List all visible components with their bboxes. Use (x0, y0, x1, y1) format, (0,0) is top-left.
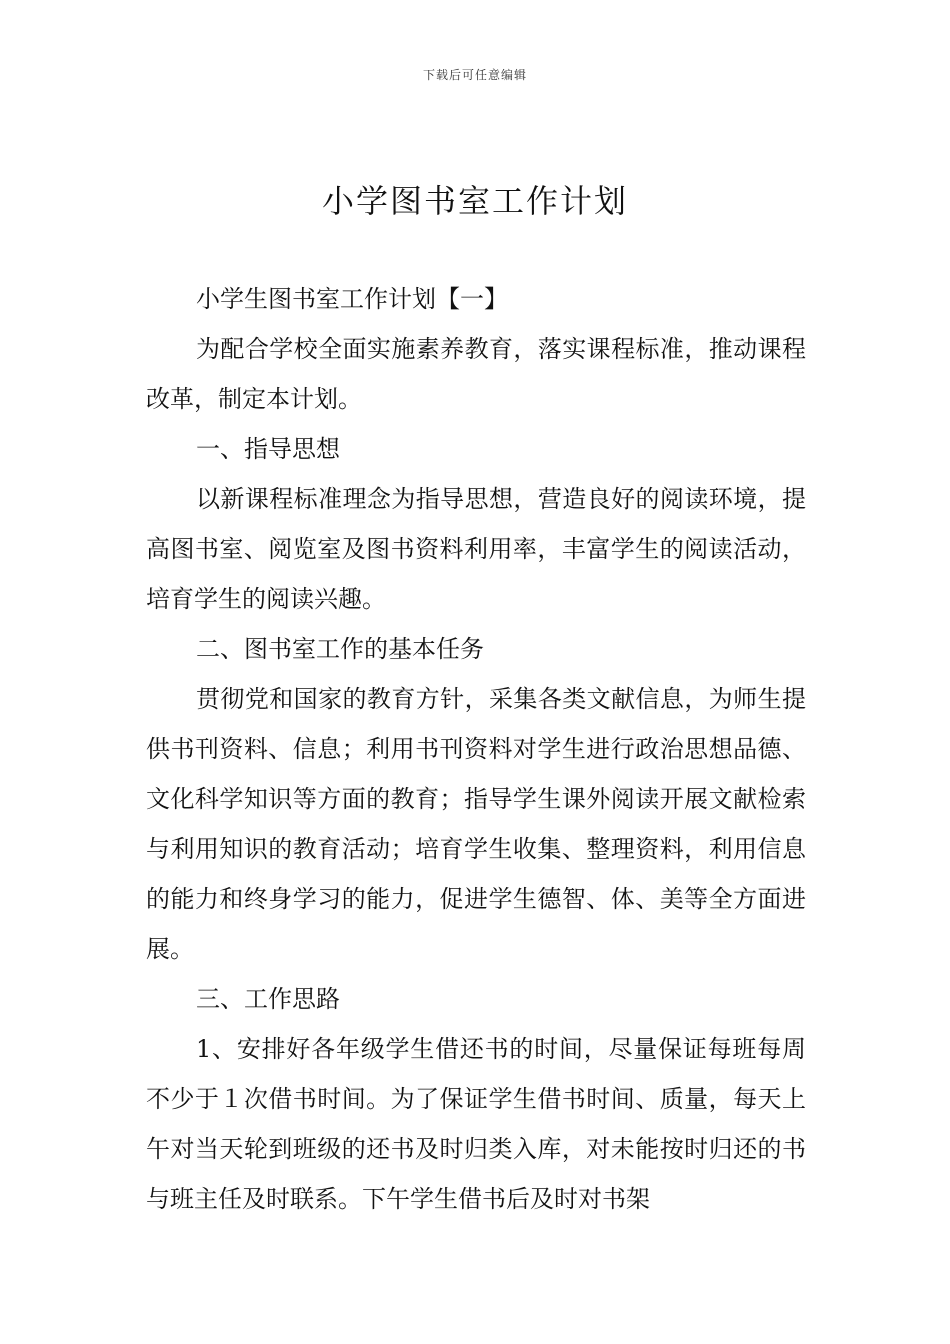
plan-subtitle: 小学生图书室工作计划【一】 (196, 285, 508, 313)
header-note: 下载后可任意编辑 (422, 68, 527, 82)
basic-tasks-paragraph: 贯彻党和国家的教育方针，采集各类文献信息，为师生提供书刊资料、信息；利用书刊资料对学生进行政治思想品德、文化科学知识等方面的教育；指导学生课外阅读开展文献检索与利用知识的教育活动；培育学生收集、整理资料，利用信息的能力和终身学习的能力，促进学生德智、体、美等全方面进展。 (146, 685, 806, 963)
work-approach-paragraph: 1、安排好各年级学生借还书的时间，尽量保证每班每周不少于１次借书时间。为了保证学生借书时间、质量，每天上午对当天轮到班级的还书及时归类入库，对未能按时归还的书与班主任及时联系。下午学生借书后及时对书架 (146, 1035, 806, 1213)
document-body (146, 274, 806, 1224)
section-heading-guiding-ideology: 一、指导思想 (196, 435, 340, 463)
guiding-ideology-paragraph: 以新课程标准理念为指导思想，营造良好的阅读环境，提高图书室、阅览室及图书资料利用率，丰富学生的阅读活动，培育学生的阅读兴趣。 (146, 485, 806, 613)
section-heading-work-approach: 三、工作思路 (196, 985, 340, 1013)
document-title: 小学图书室工作计划 (321, 182, 628, 220)
section-heading-basic-tasks: 二、图书室工作的基本任务 (196, 635, 484, 663)
intro-paragraph: 为配合学校全面实施素养教育，落实课程标准，推动课程改革，制定本计划。 (146, 335, 806, 413)
